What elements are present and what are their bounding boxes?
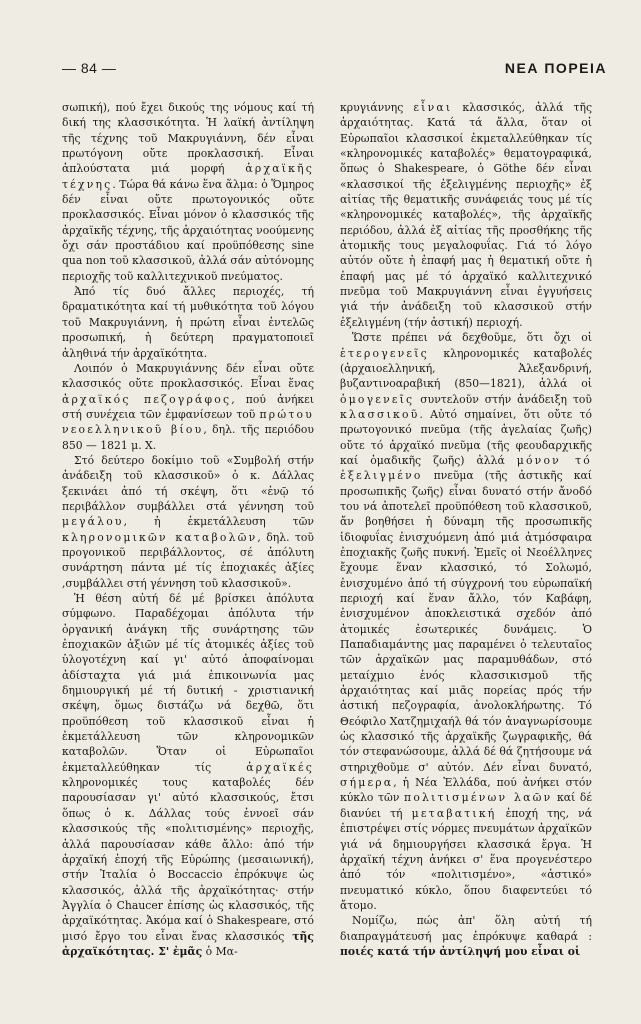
text-run: . Τώρα θά κάνω ἕνα ἅλμα: ὁ Ὅμηρος δέν εἶναι οὔτε πρωτογονικός οὔτε προκλασσικός. Εἶναι μόνον ὁ κλασσικός τῆς ἀρχαϊκῆς τέχνης, τῆς ἀρχαιότητας νοούμενης ὄχι σάν προστάδιου καί προϋπόθεσης sine qua non τοῦ κλασσικοῦ, ἀλλά σάν αὐτόνομης περιοχῆς τοῦ καλλιτεχνικοῦ πνεύματος. (62, 177, 314, 283)
right-column (340, 100, 592, 959)
spaced-emphasis: ἀρχαϊκές (246, 760, 314, 774)
bold-run: τῆς ἀρχαϊκότητας. Σ' ἐμᾶς (62, 929, 314, 958)
text-run: κρυγιάννης (340, 101, 414, 114)
text-run: σωπική), πού ἔχει δικούς της νόμους καί τή δική της κλασσικότητα. Ἡ λαϊκή ἀντίληψη τῆς τέχνης τοῦ Μακρυγιάννη, δέν εἶναι πρωτόγονη οὔτε προκλασσική. Εἶναι ἁπλούστατα μιά μορφή (62, 101, 314, 176)
left-column (62, 100, 314, 959)
spaced-emphasis: κλασσικοῦ (340, 407, 420, 421)
text-run: κληρονομικές καταβολές (ἀρχαιοελληνική, Ἀλεξανδρινή, βυζαντινοαραβική (850—1821), ἀλλά οἱ (340, 346, 592, 391)
spaced-emphasis: ἑτερογενεῖς (340, 346, 429, 360)
paragraph (340, 330, 592, 913)
text-run: , ἡ ἐκμετάλλευση τῶν (123, 515, 314, 529)
spaced-emphasis: πρώτου νεοελληνικοῦ βίου (62, 407, 314, 437)
text-run: Στό δεύτερο δοκίμιο τοῦ «Συμβολή στήν ἀνάδειξη τοῦ κλασσικοῦ» ὁ κ. Δάλλας ξεκινάει ἀπό τή σκέψη, ὅτι «ἐνῷ τό περιβάλλον συμβάλλει στά γέννηση τοῦ (62, 453, 314, 513)
text-run: κλασσικός, ἀλλά τῆς ἀρχαιότητας. Κατά τά ἄλλα, ὅταν οἱ Εὐρωπαῖοι κλασσικοί ἐκμεταλλεύθηκαν τίς «κληρονομικές καταβολές» θεματογραφικά, ὅπως ὁ Shakespeare, ὁ Göthe δέν εἶναι «κλασσικοί τῆς ἐξελιγμένης περιοχῆς» ἐξ αἰτίας τῆς θεματικῆς συνάφειάς τους μέ τίς «κληρονομικές καταβολές», τῆς ἀρχαϊκῆς περιόδου, ἀλλά ἐξ αἰτίας τῆς προσθήκης τῆς ἀτομικῆς τους μεγαλοφυΐας. Γιά τό λόγο αὐτόν οὔτε ἡ ἐπαφή μας ἡ θεματική οὔτε ἡ ἐπαφή μας μέ τό ἀρχαϊκό καλλιτεχνικό πνεῦμα τοῦ Μακρυγιάννη εἶναι ἐγγυήσεις γιά τήν ἀνάδειξη τοῦ κλασσικοῦ στήν ἐξελιγμένη (τήν ἀστική) περιοχή. (340, 101, 592, 329)
paragraph (62, 361, 314, 453)
text-run: Ὥστε πρέπει νά δεχθοῦμε, ὅτι ὄχι οἱ (352, 331, 592, 345)
spaced-emphasis: εἶναι (413, 101, 453, 114)
paragraph (62, 100, 314, 284)
spaced-emphasis: μεταβατική (411, 806, 497, 820)
text-run: , πού ἀνήκει στή συνέχεια τῶν ἐμφανίσεων τοῦ (62, 392, 314, 421)
bold-run: ποιές κατά τήν ἀντίληψή μου εἶναι οἱ (340, 944, 581, 958)
spaced-emphasis: ἀρχαϊκῆς τέχνης (62, 162, 314, 191)
spaced-emphasis: σήμερα (340, 776, 394, 790)
text-run: ἐποχή της, νά ἐπιστρέψει στίς νόρμες πνευμάτων ἀρχαϊκῶν γιά νά δημιουργήσει κλασσικά ἔργα. Ἡ ἀρχαϊκή τέχνη ἀνήκει σ' ἕνα προγενέστερο ἀπό τόν «πολιτισμένο», «ἀστικό» πνευματικό κύκλο, ὅπου διαφεντεύει τό ἄτομο. (340, 806, 592, 912)
text-run: Νομίζω, πώς ἀπ' ὅλη αὐτή τή διαπραγμάτευσή μας ἐπρόκυψε καθαρά : (340, 914, 592, 943)
text-run: καί δέ διανύει τή (340, 791, 593, 820)
spaced-emphasis: μεγάλου (62, 515, 124, 529)
page-number: — 84 — (62, 60, 117, 76)
spaced-emphasis: πολιτισμένων λαῶν (404, 791, 553, 805)
text-run: Ἀπό τίς δυό ἄλλες περιοχές, τή δραματικότητα καί τή μυθικότητα τοῦ λόγου τοῦ Μακρυγιάννη, ἡ πρώτη εἶναι ἐντελῶς προσωπική, ἡ δεύτερη πραγματοποιεῖ ἀληθινά τήν ἀρχαϊκότητα. (62, 285, 314, 360)
text-run: συντελοῦν στήν ἀνάδειξη τοῦ (414, 392, 592, 406)
paragraph (62, 591, 314, 959)
text-run: πνεῦμα (τῆς ἀστικῆς καί προσωπικῆς ζωῆς) εἶναι δυνατό στήν ἄνοδό του νά ἀποτελεῖ προϋπόθεση τοῦ κλασσικοῦ, ἄν βοηθήσει ἡ δύναμη τῆς προσωπικῆς ἰδιοφυΐας ἐνισχυόμενη ἀπό μιά ἀτμόσφαιρα ἐποχιακῆς ζωῆς πυκνή. Ἐμεῖς οἱ Νεοέλληνες ἔχουμε ἕναν κλασσικό, τό Σολωμό, ἐνισχυμένο ἀπό τή σύγχρονή του εὐρωπαϊκή περιοχή καί ἕναν ἄλλο, τόν Καβάφη, ἐνισχυμένον ἀποκλειστικά σχεδόν ἀπό ἀτομικές ἐσωτερικές δυνάμεις. Ὁ Παπαδιαμάντης μας παραμένει ὁ τελευταῖος τῶν ἀρχαϊκῶν μας παραμυθάδων, στό μεταίχμιο ἑνός κλασσικισμοῦ τῆς ἀρχαιότητας καί μιᾶς πορείας πρός τήν ἀστική πεζογραφία, ἀνολοκλήρωτης. Τό Θεόφιλο Χατζημιχαήλ θά τόν ἀναγνωρίσουμε ὡς κλασσικό τῆς ἀρχαϊκῆς ζωγραφικῆς, θά τόν στεφανώσουμε, ἀλλά δέ θά ζητήσουμε νά στηριχθοῦμε σ' αὐτόν. Δέν εἶναι δυνατό, (340, 469, 592, 774)
paragraph (62, 453, 314, 591)
paragraph (340, 100, 592, 330)
text-run: , δηλ. τῆς περιόδου 850 — 1821 μ. Χ. (62, 423, 314, 452)
spaced-emphasis: κληρονομικῶν καταβολῶν (62, 530, 258, 544)
text-run: . Αὐτό σημαίνει, ὅτι οὔτε τό πρωτογονικό πνεῦμα (τῆς ἀγελαίας ζωῆς) οὔτε τό ἀρχαϊκό πνεῦμα (τῆς φεουδαρχικῆς καί ὁμαδικῆς ζωῆς) ἀλλά (340, 407, 592, 467)
paragraph (62, 284, 314, 361)
paragraph (340, 913, 592, 959)
text-run: Λοιπόν ὁ Μακρυγιάννης δέν εἶναι οὔτε κλασσικός οὔτε προκλασσικός. Εἶναι ἕνας (62, 361, 314, 391)
page-header (62, 60, 607, 82)
spaced-emphasis: ἀρχαϊκός πεζογράφος (62, 392, 232, 406)
spaced-emphasis: ὁμογενεῖς (340, 392, 415, 406)
text-run: ὁ Μα- (202, 944, 238, 958)
spaced-emphasis: μόνον τό ἐξελιγμένο (340, 453, 592, 483)
text-run: , δηλ. τοῦ προγονικοῦ περιβάλλοντος, σέ ἀπόλυτη συνάρτηση πάντα μέ τίς ἐποχιακές ἀξίες ,συμβάλλει στή γέννηση τοῦ κλασσικοῦ». (62, 530, 314, 590)
text-run: κληρονομικές τους καταβολές δέν παρουσίασαν γι' αὐτό κλασσικούς, ἔτσι ὅπως ὁ κ. Δάλλας τούς ἐννοεῖ σάν κλασσικούς τῆς «πολιτισμένης» περιοχῆς, ἀλλά παρουσίασαν κάθε ἄλλο: ἀπό τήν ἀρχαϊκή ἐποχή τῆς Εὐρώπης (μεσαιωνική), στήν Ἰταλία ὁ Boccaccio ἐπρόκυψε ὡς κλασσικός, ἀλλά τῆς ἀρχαϊκότητας· στήν Ἀγγλία ὁ Chaucer ἐπίσης ὡς κλασσικός, τῆς ἀρχαϊκότητας. Ἀκόμα καί ὁ Shakespeare, στό μισό ἔργο του εἶναι ἕνας κλασσικός (62, 776, 314, 943)
running-title: ΝΕΑ ΠΟΡΕΙΑ (504, 60, 607, 76)
text-run: , ἡ Νέα Ἑλλάδα, πού ἀνήκει στόν κύκλο τῶν (340, 776, 592, 805)
text-run: Ἡ θέση αὐτή δέ μέ βρίσκει ἀπόλυτα σύμφωνο. Παραδέχομαι ἀπόλυτα τήν ὀργανική ἀνάγκη τῆς συνάρτησης τῶν ἐποχιακῶν ἀξιῶν μέ τίς ἀτομικές ἀξίες τοῦ ὑλογοτέχνη καί γι' αὐτό ἀποφαίνομαι ἀδίσταχτα γιά μιά ἐπικοινωνία μας δημιουργική μέ τή δυτική - χριστιανική σκέψη, ὅμως διστάζω νά δεχθῶ, ὅτι προϋπόθεση τοῦ κλασσικοῦ εἶναι ἡ ἐκμετάλλευση τῶν κληρονομικῶν καταβολῶν. Ὅταν οἱ Εὐρωπαῖοι ἐκμεταλλεύθηκαν τίς (62, 592, 314, 774)
